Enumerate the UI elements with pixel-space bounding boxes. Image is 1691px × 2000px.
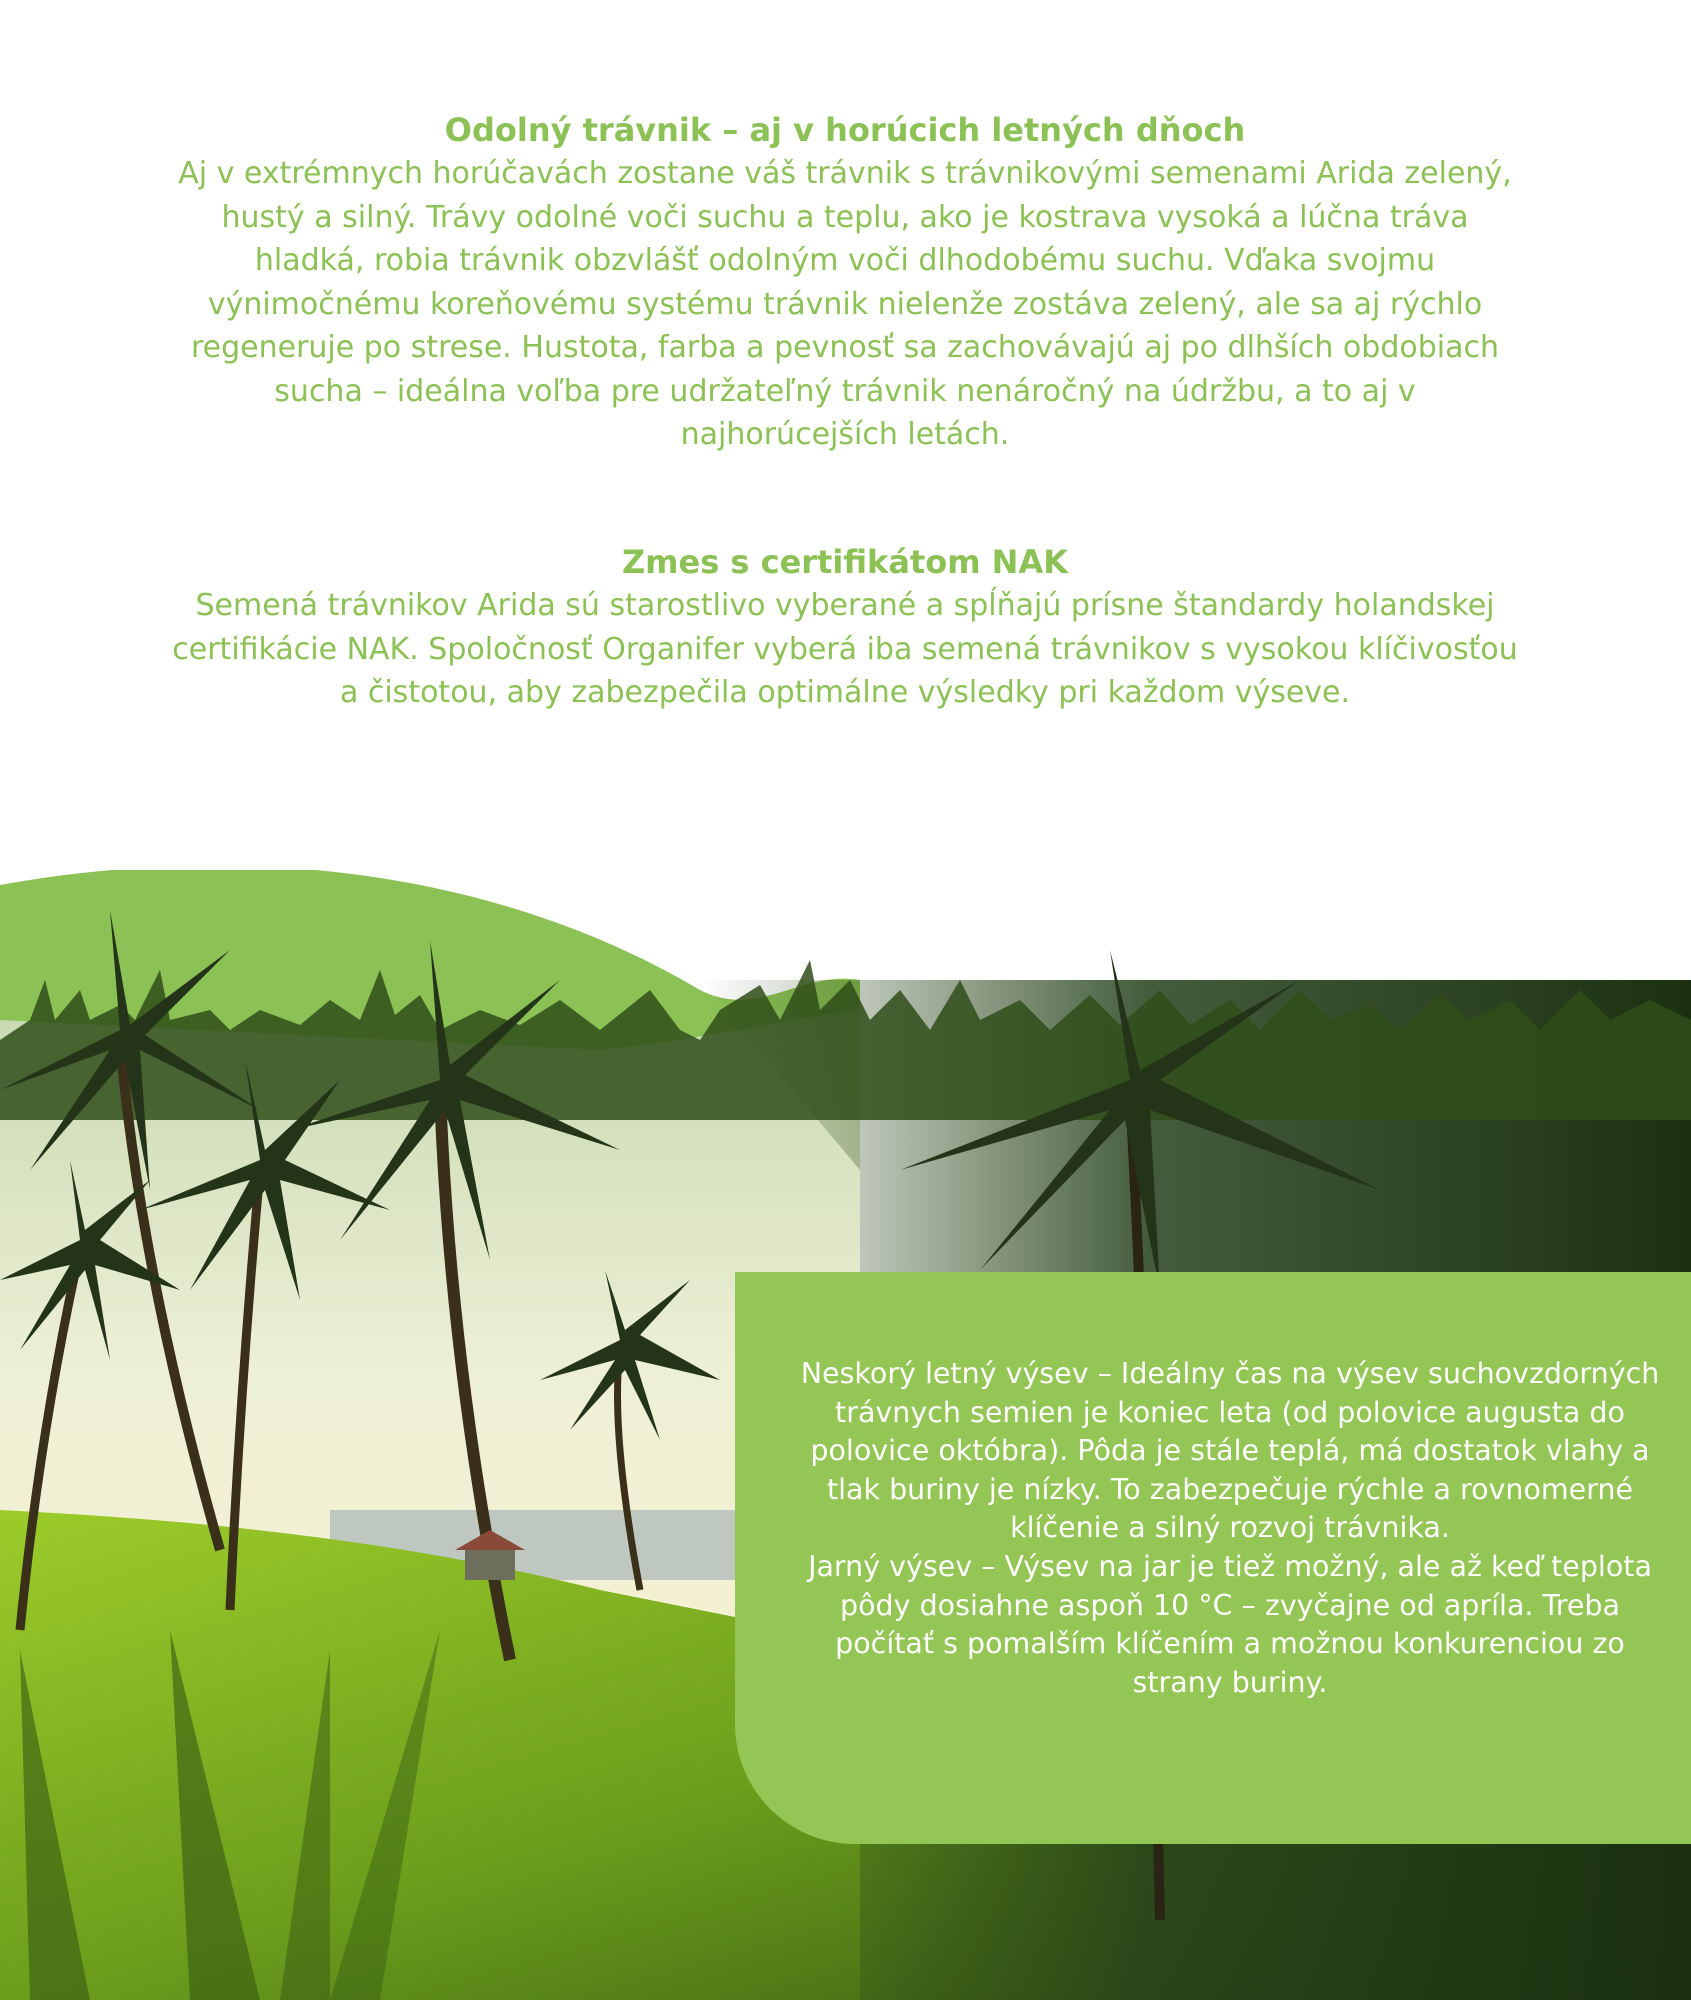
section-body: Aj v extrémnych horúčavách zostane váš trávnik s trávnikovými semenami Arida zelený, hustý a silný. Trávy odolné voči suchu a teplu, ako je kostrava vysoká a lúčna tráva hladká, robia trávnik obzvlášť odolným voči dlhodobému suchu. Vďaka svojmu výnimočnému koreňovému systému trávnik nielenže zostáva zelený, ale sa aj rýchlo regeneruje po strese. Hustota, farba a pevnosť sa zachovávajú aj po dlhších obdobiach sucha – ideálna voľba pre udržateľný trávnik nenáročný na údržbu, a to aj v najhorúcejších letách. [178, 156, 1512, 452]
spring-paragraph: Jarný výsev – Výsev na jar je tiež možný, ale až keď teplota pôdy dosiahne aspoň 10 °C – zvyčajne od apríla. Treba počítať s pomalším klíčením a možnou konkurenciou zo strany buriny. [808, 1549, 1652, 1699]
section-title: Zmes s certifikátom NAK [621, 543, 1069, 581]
section-title: Odolný trávnik – aj v horúcich letných dňoch [444, 111, 1246, 149]
seeding-info-text [800, 1355, 1660, 1702]
section-body: Semená trávnikov Arida sú starostlivo vyberané a spĺňajú prísne štandardy holandskej certifikácie NAK. Spoločnosť Organifer vyberá iba semená trávnikov s vysokou klíčivosťou a čistotou, aby zabezpečila optimálne výsledky pri každom výseve. [172, 588, 1518, 710]
text-section [0, 0, 1691, 860]
late-summer-paragraph: Neskorý letný výsev – Ideálny čas na výsev suchovzdorných trávnych semien je koniec leta (od polovice augusta do polovice októbra). Pôda je stále teplá, má dostatok vlahy a tlak buriny je nízky. To zabezpečuje rýchle a rovnomerné klíčenie a silný rozvoj trávnika. [800, 1357, 1660, 1545]
nak-certificate-section [170, 540, 1520, 715]
drought-resistance-section [170, 108, 1520, 457]
